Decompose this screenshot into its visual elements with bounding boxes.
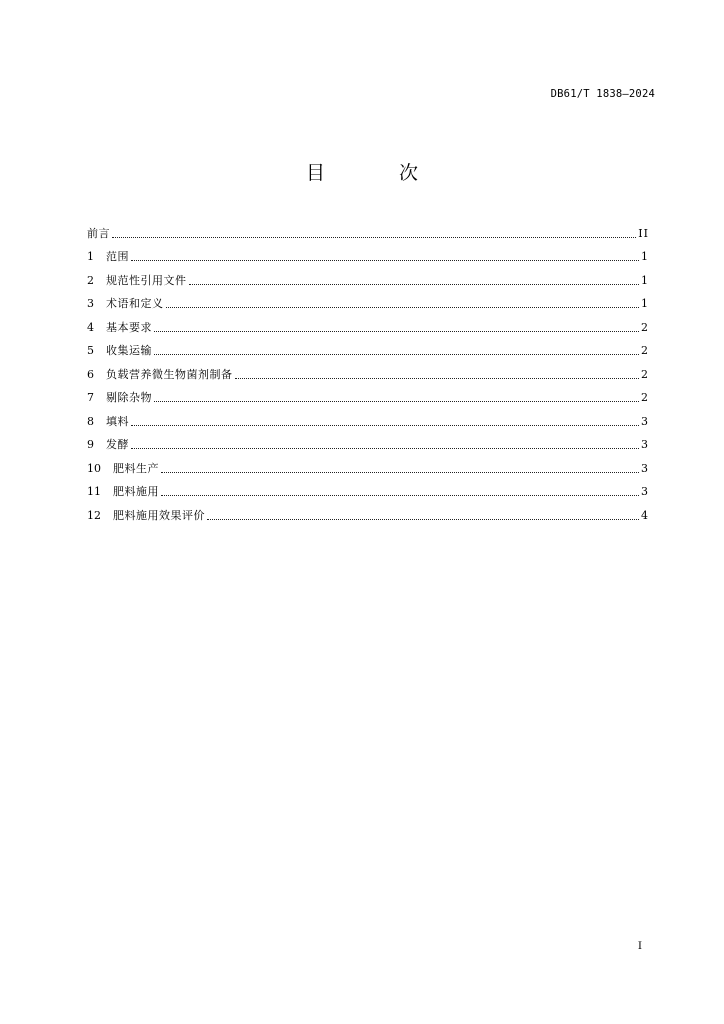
toc-entry-label: 规范性引用文件 [106, 273, 187, 287]
dot-leader [235, 378, 640, 379]
toc-entry-12[interactable] [87, 499, 649, 523]
toc-entry-10[interactable] [87, 452, 649, 476]
toc-entry-page: 3 [641, 485, 649, 498]
toc-entry-5[interactable] [87, 335, 649, 359]
toc-entry-label: 发酵 [106, 438, 129, 451]
toc-entry-page: 1 [641, 250, 649, 263]
toc-entry-label: 收集运输 [106, 344, 152, 357]
toc-entry-page: 2 [641, 391, 649, 404]
toc-entry-6[interactable] [87, 358, 649, 382]
toc-entry-4[interactable] [87, 311, 649, 335]
toc-entry-number: 7 [87, 391, 94, 404]
toc-entry-label: 肥料施用 [113, 485, 159, 498]
toc-entry-number: 11 [87, 485, 101, 498]
toc-entry-number: 8 [87, 414, 94, 428]
toc-entry-page: 2 [641, 320, 649, 334]
toc-entry-2[interactable] [87, 264, 649, 288]
toc-entry-page: 3 [641, 414, 649, 428]
dot-leader [154, 401, 639, 402]
dot-leader [131, 260, 639, 261]
toc-entry-number: 4 [87, 320, 94, 334]
toc-entry-number: 6 [87, 367, 94, 381]
dot-leader [131, 448, 639, 449]
toc-entry-1[interactable] [87, 241, 649, 265]
toc-entry-label: 范围 [106, 250, 129, 263]
toc-entry-number: 2 [87, 273, 94, 287]
toc-entry-11[interactable] [87, 476, 649, 500]
toc-entry-7[interactable] [87, 382, 649, 406]
toc-entry-page: 1 [641, 297, 649, 310]
toc-entry-label: 肥料施用效果评价 [113, 508, 205, 522]
toc-entry-number: 5 [87, 344, 94, 357]
dot-leader [154, 354, 639, 355]
toc-entry-page: 3 [641, 438, 649, 451]
toc-entry-page: 2 [641, 344, 649, 357]
toc-entry-label: 术语和定义 [106, 297, 164, 310]
toc-entry-page: 4 [641, 508, 649, 522]
toc-entry-8[interactable] [87, 405, 649, 429]
toc-entry-page: 1 [641, 273, 649, 287]
toc-entry-label: 基本要求 [106, 320, 152, 334]
dot-leader [166, 307, 640, 308]
toc-entry-9[interactable] [87, 429, 649, 453]
dot-leader [207, 519, 639, 520]
page-number: I [637, 940, 642, 952]
toc-entry-page: 2 [641, 367, 649, 381]
toc-entry-label: 肥料生产 [113, 461, 159, 475]
toc-entry-label: 填料 [106, 414, 129, 428]
toc-entry-number: 3 [87, 297, 94, 310]
toc-entry-number: 1 [87, 250, 94, 263]
toc-entry-preface[interactable] [87, 217, 649, 241]
page-title: 目 次 [305, 162, 453, 184]
toc-entry-3[interactable] [87, 288, 649, 312]
standard-code: DB61/T 1838—2024 [550, 88, 655, 100]
dot-leader [154, 331, 639, 332]
toc-entry-page: II [638, 226, 649, 240]
dot-leader [131, 425, 639, 426]
toc-entry-label: 剔除杂物 [106, 391, 152, 404]
dot-leader [189, 284, 640, 285]
toc-entry-label: 前言 [87, 226, 110, 240]
toc-entry-page: 3 [641, 461, 649, 475]
toc-entry-number: 12 [87, 508, 101, 522]
table-of-contents [87, 217, 649, 523]
toc-entry-number: 9 [87, 438, 94, 451]
dot-leader [161, 472, 639, 473]
dot-leader [161, 495, 639, 496]
dot-leader [112, 237, 636, 238]
toc-entry-number: 10 [87, 461, 101, 475]
toc-entry-label: 负载营养微生物菌剂制备 [106, 367, 233, 381]
